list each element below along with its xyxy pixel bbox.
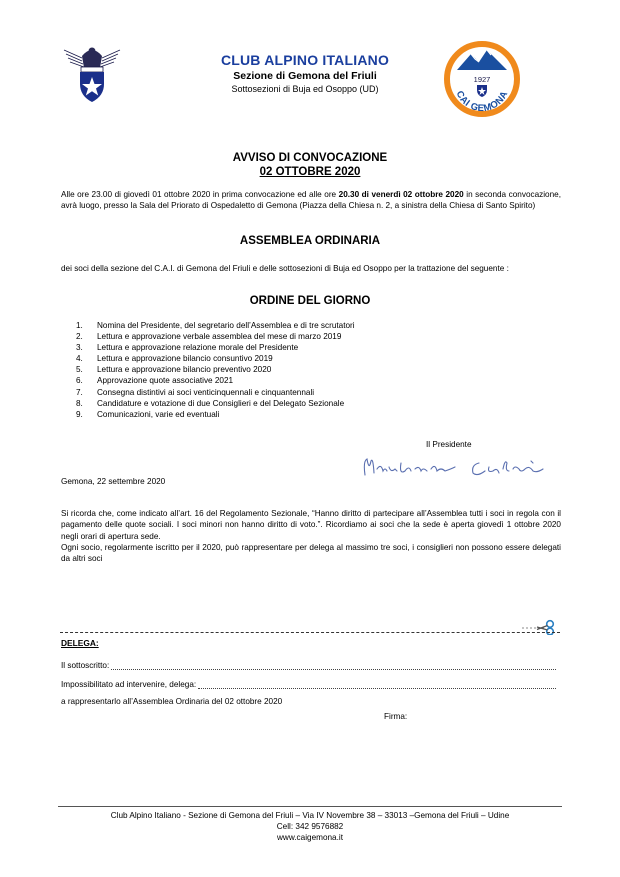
represent-text: a rappresentarlo all’Assemblea Ordinaria del 02 ottobre 2020	[61, 697, 283, 706]
agenda-item-number: 9.	[76, 409, 83, 419]
proxy-note-paragraph: Ogni socio, regolarmente iscritto per il 2020, può rappresentare per delega al massimo tre soci, i consiglieri non possono essere delegati da altri soci	[61, 543, 561, 564]
delegate-field	[198, 680, 556, 689]
agenda-item-number: 5.	[76, 365, 83, 375]
agenda-item-number: 7.	[76, 387, 83, 397]
cai-emblem-icon	[60, 40, 124, 104]
cut-line	[60, 632, 560, 633]
agenda-item	[76, 398, 536, 409]
agenda-item-text: Consegna distintivi ai soci venticinquennali e cinquantennali	[97, 387, 315, 397]
agenda-item-text: Lettura e approvazione bilancio preventivo 2020	[97, 365, 272, 375]
undersigned-field	[111, 661, 556, 670]
agenda-item	[76, 342, 536, 353]
agenda-item	[76, 364, 536, 375]
org-section: Sezione di Gemona del Friuli	[233, 70, 377, 82]
agenda-item-number: 4.	[76, 354, 83, 364]
agenda-item-number: 1.	[76, 321, 83, 330]
agenda-item	[76, 375, 536, 386]
agenda-item-text: Lettura e approvazione relazione morale del Presidente	[97, 343, 299, 353]
notice-title: AVVISO DI CONVOCAZIONE	[232, 152, 388, 164]
agenda-item-number: 8.	[76, 398, 83, 408]
footer-cell: Cell: 342 9576882	[276, 822, 344, 831]
intro-paragraph	[61, 189, 561, 212]
agenda-item-text: Candidature e votazione di due Consiglieri e del Delegato Sezionale	[97, 398, 345, 408]
org-subsections: Sottosezioni di Buja ed Osoppo (UD)	[231, 84, 379, 94]
footer-address: Club Alpino Italiano - Sezione di Gemona del Friuli – Via IV Novembre 38 – 33013 –Gemona del Friuli – Udine	[110, 811, 510, 820]
place-date: Gemona, 22 settembre 2020	[61, 477, 166, 486]
footer-rule	[58, 806, 562, 807]
agenda-item-text: Nomina del Presidente, del segretario dell’Assemblea e di tre scrutatori	[97, 321, 355, 330]
delega-title: DELEGA:	[61, 638, 99, 648]
agenda-item-text: Lettura e approvazione bilancio consuntivo 2019	[97, 354, 273, 364]
badge-text: CAI GEMONA	[453, 89, 511, 115]
signature-label: Firma:	[384, 712, 408, 721]
badge-year: 1927	[473, 75, 491, 84]
intro-part2: in seconda convocazione, avrà luogo, presso la Sala del Priorato di Ospedaletto di Gemona (Piazza della Chiesa n. 2, a sinistra della Chiesa di Santo Spirito)	[61, 190, 561, 211]
president-label: Il Presidente	[426, 440, 472, 449]
agenda-item	[76, 331, 536, 342]
cai-gemona-badge-icon	[443, 40, 521, 118]
reminder-paragraph: Si ricorda che, come indicato all’art. 16 del Regolamento Sezionale, “Hanno diritto di partecipare all’Assemblea tutti i soci in regola con il pagamento delle quote sociali. I soci minori non hanno diritto di voto.”. Ricordiamo ai soci che la sede è aperta giovedì 1 ottobre 2020 negli orari di apertura sede.	[61, 509, 561, 541]
intro-part1: Alle ore 23.00 di giovedì 01 ottobre 2020 in prima convocazione ed alle ore	[61, 190, 339, 199]
members-paragraph: dei soci della sezione del C.A.I. di Gemona del Friuli e delle sottosezioni di Buja ed Osoppo per la trattazione del seguente :	[61, 264, 509, 273]
unable-label: Impossibilitato ad intervenire, delega:	[61, 680, 197, 689]
agenda-item	[76, 387, 536, 398]
agenda-item-number: 3.	[76, 343, 83, 353]
assembly-title: ASSEMBLEA ORDINARIA	[239, 235, 381, 247]
agenda-title: ORDINE DEL GIORNO	[249, 295, 371, 307]
footer-website: www.caigemona.it	[277, 833, 343, 842]
agenda-item-number: 6.	[76, 376, 83, 386]
undersigned-label: Il sottoscritto:	[61, 661, 110, 670]
unable-line	[61, 680, 556, 689]
intro-bold: 20.30 di venerdì 02 ottobre 2020	[338, 190, 464, 199]
signature-icon	[357, 453, 557, 483]
agenda-item-number: 2.	[76, 332, 83, 342]
org-title: CLUB ALPINO ITALIANO	[220, 52, 390, 68]
agenda-item	[76, 409, 536, 420]
agenda-list	[76, 320, 536, 420]
agenda-item-text: Lettura e approvazione verbale assemblea del mese di marzo 2019	[97, 332, 342, 342]
agenda-item	[76, 353, 536, 364]
agenda-item-text: Comunicazioni, varie ed eventuali	[97, 409, 220, 419]
undersigned-line	[61, 661, 556, 670]
agenda-item	[76, 320, 536, 331]
notice-date: 02 OTTOBRE 2020	[259, 166, 361, 178]
agenda-item-text: Approvazione quote associative 2021	[97, 376, 234, 386]
